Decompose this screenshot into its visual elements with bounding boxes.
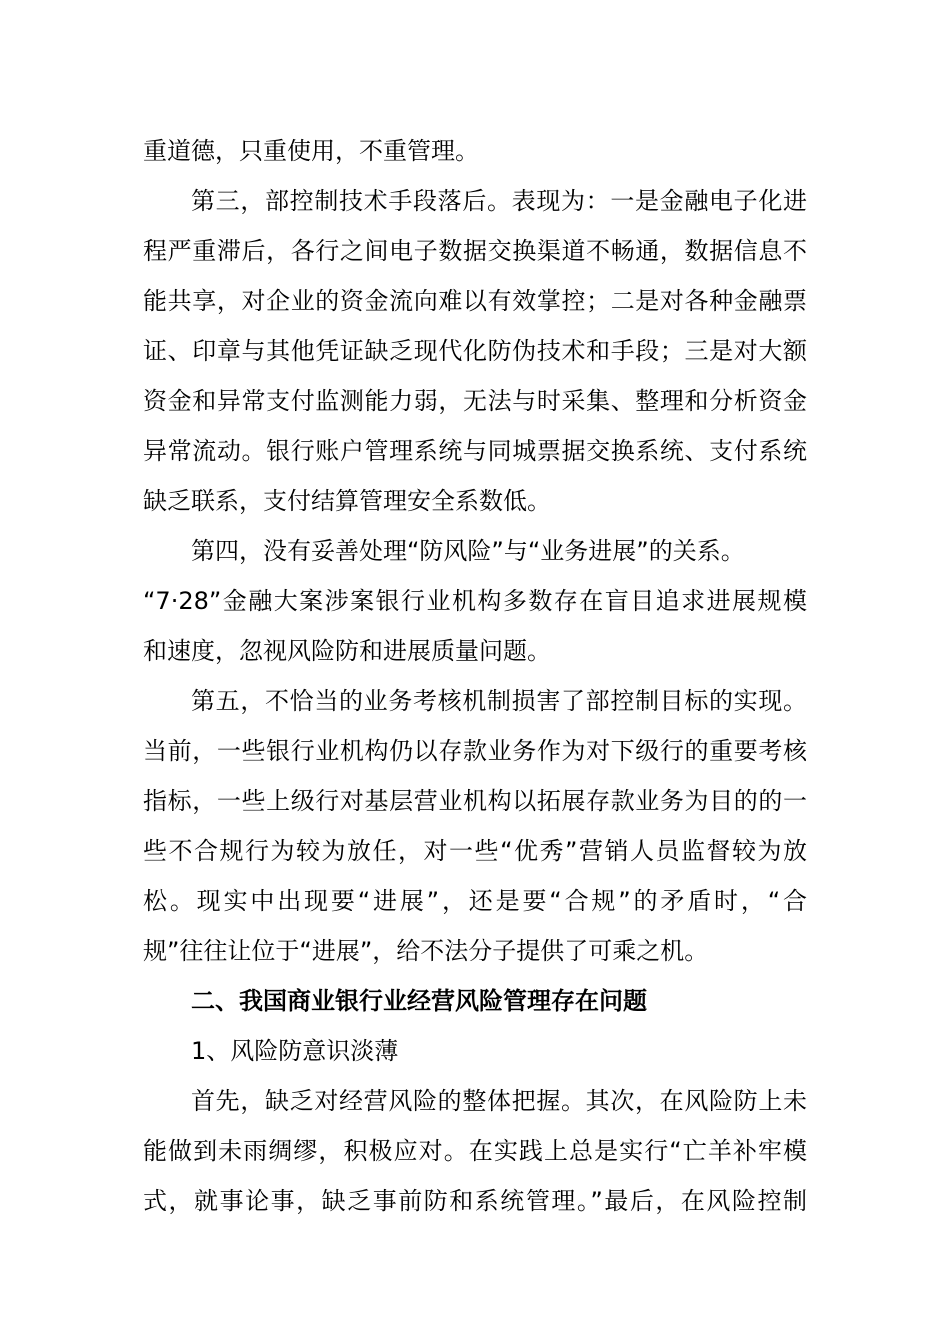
paragraph-line: 松。现实中出现要“进展”，还是要“合规”的矛盾时，“合 <box>143 887 807 915</box>
paragraph-line: 和速度，忽视风险防和进展质量问题。 <box>143 637 551 665</box>
paragraph-line: 缺乏联系，支付结算管理安全系数低。 <box>143 487 551 515</box>
paragraph-line: 能共享，对企业的资金流向难以有效掌控；二是对各种金融票 <box>143 287 807 315</box>
paragraph-line: 第四，没有妥善处理“防风险”与“业务进展”的关系。 <box>191 537 745 565</box>
paragraph-line: 当前，一些银行业机构仍以存款业务作为对下级行的重要考核 <box>143 737 807 765</box>
paragraph-line: 第三，部控制技术手段落后。表现为：一是金融电子化进 <box>191 187 807 215</box>
paragraph-line: 首先，缺乏对经营风险的整体把握。其次，在风险防上未 <box>191 1087 807 1115</box>
paragraph-line: “7·28”金融大案涉案银行业机构多数存在盲目追求进展规模 <box>143 587 807 615</box>
paragraph-line: 些不合规行为较为放任，对一些“优秀”营销人员监督较为放 <box>143 837 807 865</box>
paragraph-line: 第五，不恰当的业务考核机制损害了部控制目标的实现。 <box>191 687 807 715</box>
section-heading: 二、我国商业银行业经营风险管理存在问题 <box>191 987 647 1015</box>
paragraph-line: 规”往往让位于“进展”，给不法分子提供了可乘之机。 <box>143 937 709 965</box>
paragraph-line: 资金和异常支付监测能力弱，无法与时采集、整理和分析资金 <box>143 387 807 415</box>
paragraph-line: 异常流动。银行账户管理系统与同城票据交换系统、支付系统 <box>143 437 807 465</box>
paragraph-line: 重道德，只重使用，不重管理。 <box>143 137 479 165</box>
paragraph-line: 程严重滞后，各行之间电子数据交换渠道不畅通，数据信息不 <box>143 237 807 265</box>
paragraph-line: 证、印章与其他凭证缺乏现代化防伪技术和手段；三是对大额 <box>143 337 807 365</box>
paragraph-line: 能做到未雨绸缪，积极应对。在实践上总是实行“亡羊补牢模 <box>143 1137 807 1165</box>
document-body <box>143 126 807 1226</box>
subsection-heading: 1、风险防意识淡薄 <box>191 1037 399 1065</box>
paragraph-line: 式，就事论事，缺乏事前防和系统管理。”最后，在风险控制 <box>143 1187 807 1215</box>
paragraph-line: 指标，一些上级行对基层营业机构以拓展存款业务为目的的一 <box>143 787 807 815</box>
